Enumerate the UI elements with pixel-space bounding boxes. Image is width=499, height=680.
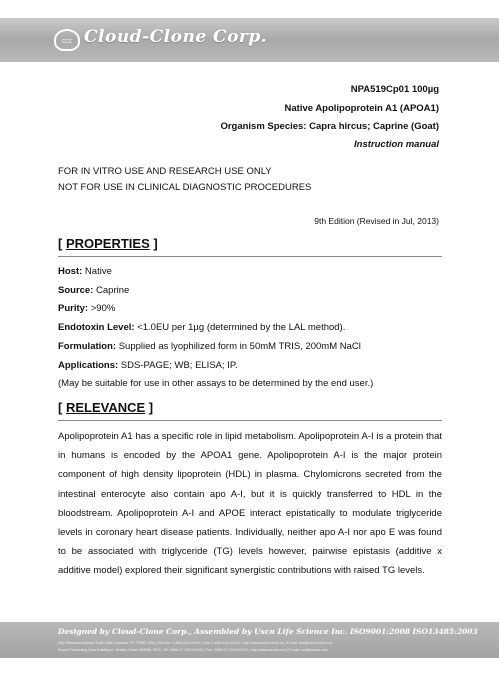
- edition-note: 9th Edition (Revised in Jul, 2013): [314, 216, 439, 226]
- clinical-use-notice: NOT FOR USE IN CLINICAL DIAGNOSTIC PROCEDURES: [58, 182, 312, 193]
- purity-row: Purity: >90%: [58, 303, 116, 314]
- catalog-number: NPA519Cp01 100µg: [350, 84, 439, 95]
- endotoxin-row: Endotoxin Level: <1.0EU per 1µg (determined by the LAL method).: [58, 322, 346, 333]
- product-name: Native Apolipoprotein A1 (APOA1): [284, 103, 439, 114]
- footer-credits: Designed by Cloud-Clone Corp., Assembled by Uscn Life Science Inc. ISO9001:2008 ISO13485:2003: [58, 627, 478, 636]
- formulation-row: Formulation: Supplied as lyophilized form in 50mM TRIS, 200mM NaCl: [58, 341, 361, 352]
- suitability-note: (May be suitable for use in other assays to be determined by the end user.): [58, 378, 374, 389]
- organism-species: Organism Species: Capra hircus; Caprine (Goat): [220, 121, 439, 132]
- host-row: Host: Native: [58, 266, 112, 277]
- research-use-notice: FOR IN VITRO USE AND RESEARCH USE ONLY: [58, 166, 272, 177]
- instruction-manual-label: Instruction manual: [354, 139, 439, 150]
- properties-divider: [58, 256, 442, 257]
- relevance-paragraph: Apolipoprotein A1 has a specific role in lipid metabolism. Apolipoprotein A-I is a protein that in humans is encoded by the APOA1 gene. Apolipoprotein A-I is the major protein component of high density lipoprotein (HDL) in plasma. Chylomicrons secreted from the intestinal enterocyte also contain apo A-I, but it is quickly transferred to HDL in the bloodstream. Apolipoprotein A-I and APOE interact epistatically to modulate triglyceride levels in coronary heart disease patients. Individually, neither apo A-I nor apo E was found to be associated with triglyceride (TG) levels however, pairwise epistasis (additive x additive model) explored their significant synergistic contributions with raised TG levels.: [58, 431, 442, 577]
- relevance-heading: [ RELEVANCE ]: [58, 400, 154, 415]
- company-logo-text: Cloud-Clone Corp.: [84, 27, 268, 47]
- cloud-logo-icon: CCC: [54, 29, 80, 51]
- footer-address-us: HQ: Richmond Avenue Suite 3456, Houston, TX 77082, USA | Toll-free: 1-800-XXX-XXXX | Fax: 1-832-XXX-XXXX | http://www.cloud-clone.us | E-mail: mail@cloud-clone.us: [58, 641, 333, 645]
- properties-heading: [ PROPERTIES ]: [58, 236, 158, 251]
- footer-address-china: Export Processing Zone Building 6, Wuhan, Hubei 430056, PRC | Tel: 0086-27-XXXXXXXX | Fax: 0086-27-XXXXXXXX | http://www.uscnk.com | E-mail: mail@uscnk.com: [58, 648, 329, 652]
- source-row: Source: Caprine: [58, 285, 130, 296]
- applications-row: Applications: SDS-PAGE; WB; ELISA; IP.: [58, 360, 238, 371]
- relevance-divider: [58, 420, 442, 421]
